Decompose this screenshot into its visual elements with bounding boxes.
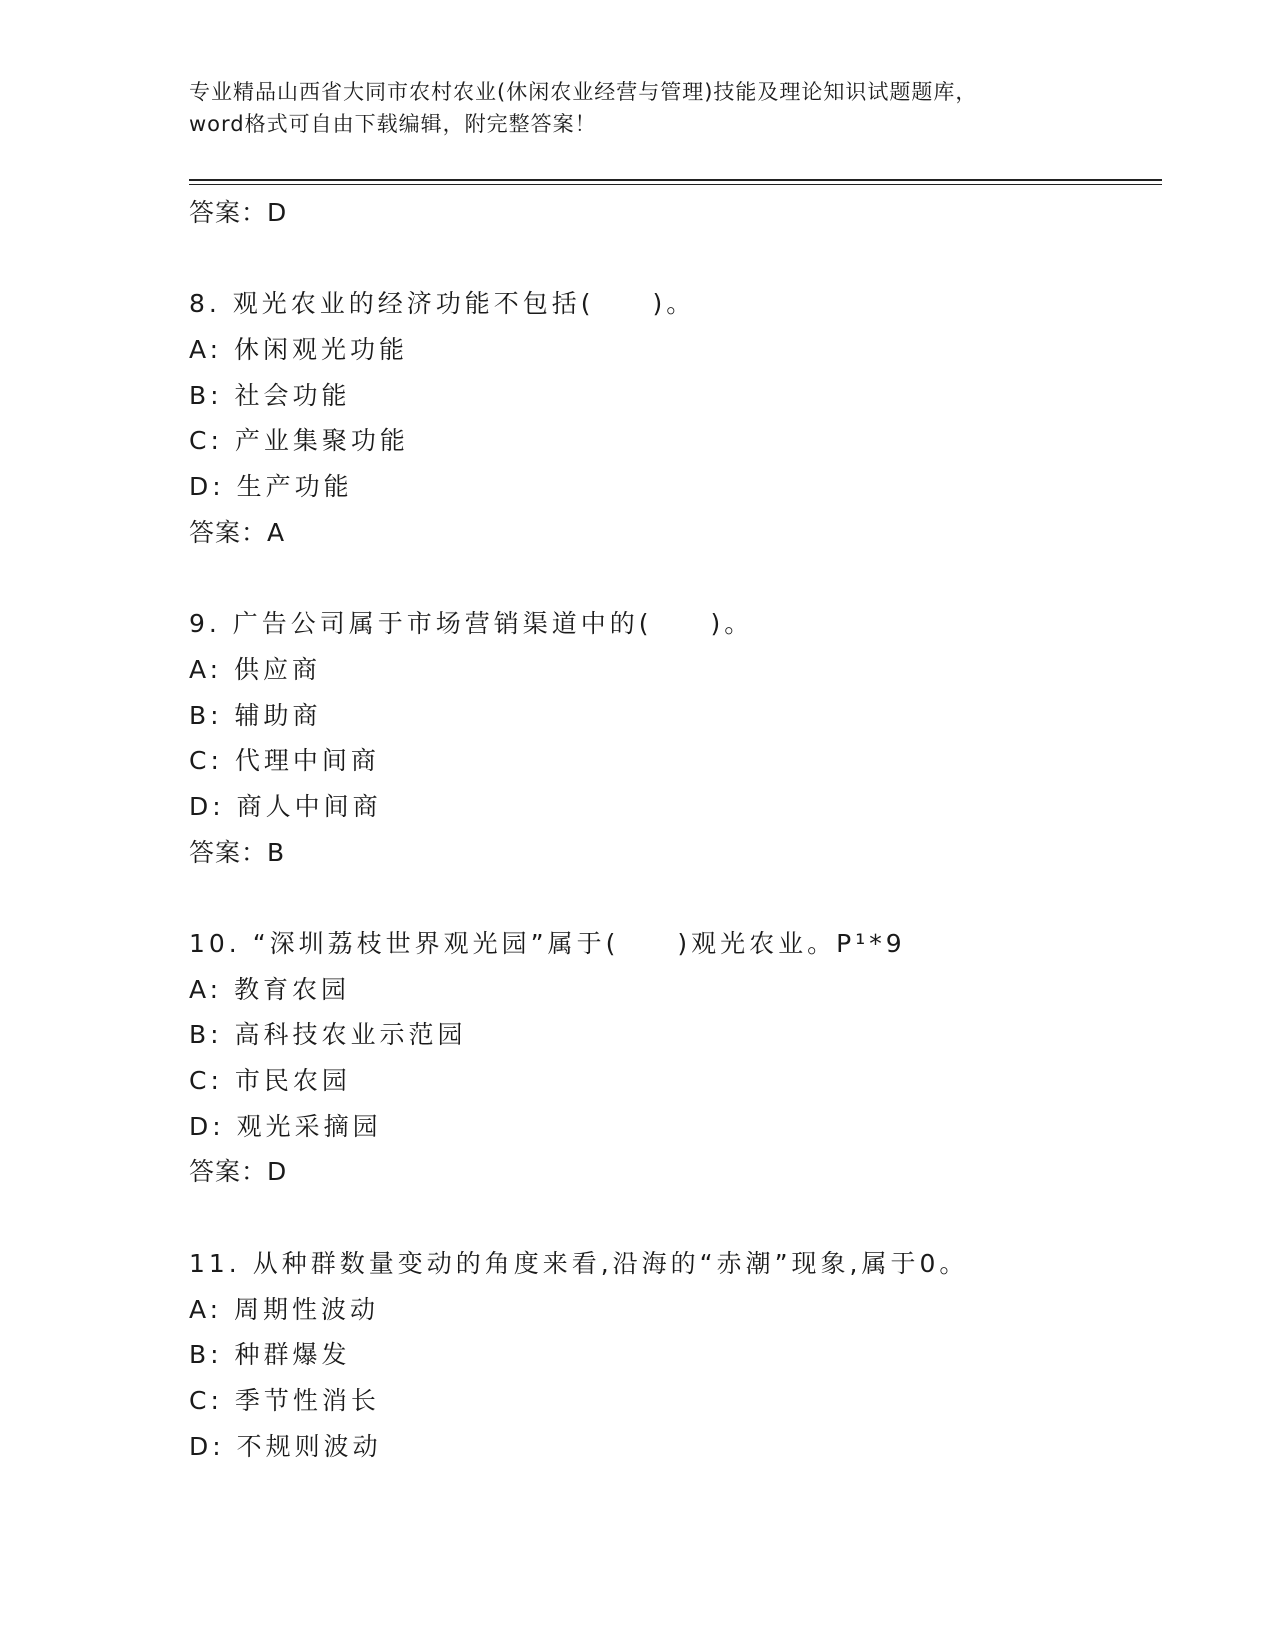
option-c: C: 季节性消长 (189, 1385, 380, 1415)
spacer (189, 556, 1162, 602)
option-c: C: 市民农园 (189, 1066, 351, 1096)
option-c: C: 代理中间商 (189, 746, 380, 776)
option-b: B: 种群爆发 (189, 1340, 351, 1370)
answer-label: 答案：D (189, 1157, 288, 1187)
spacer (189, 875, 1162, 921)
question-list (189, 190, 1162, 1469)
page-header (189, 76, 1089, 140)
option-a: A: 休闲观光功能 (189, 335, 409, 365)
answer-label: 答案：D (189, 198, 288, 227)
answer-label: 答案：B (189, 837, 286, 867)
question-stem: 10. “深圳荔枝世界观光园”属于( )观光农业。P¹*9 (189, 929, 906, 958)
header-divider (189, 179, 1162, 185)
option-a: A: 周期性波动 (189, 1294, 380, 1324)
header-line-1: 专业精品山西省大同市农村农业(休闲农业经营与管理)技能及理论知识试题题库， (189, 80, 978, 104)
question-10 (189, 921, 1162, 1195)
option-b: B: 高科技农业示范园 (189, 1020, 467, 1050)
spacer (189, 1195, 1162, 1241)
answer-label: 答案：A (189, 517, 286, 547)
spacer (189, 236, 1162, 282)
header-line-2: word格式可自由下载编辑，附完整答案！ (189, 112, 597, 136)
option-d: D: 观光采摘园 (189, 1111, 382, 1141)
question-stem: 8. 观光农业的经济功能不包括( )。 (189, 289, 696, 319)
option-d: D: 商人中间商 (189, 791, 382, 821)
option-a: A: 教育农园 (189, 974, 351, 1004)
question-11 (189, 1241, 1162, 1469)
option-b: B: 辅助商 (189, 700, 322, 730)
option-c: C: 产业集聚功能 (189, 426, 409, 456)
option-d: D: 生产功能 (189, 472, 353, 502)
question-stem: 11. 从种群数量变动的角度来看,沿海的“赤潮”现象,属于0。 (189, 1248, 969, 1278)
option-b: B: 社会功能 (189, 380, 351, 410)
question-9 (189, 601, 1162, 875)
option-a: A: 供应商 (189, 654, 322, 684)
question-8 (189, 281, 1162, 555)
question-stem: 9. 广告公司属于市场营销渠道中的( )。 (189, 609, 754, 639)
option-d: D: 不规则波动 (189, 1431, 382, 1461)
